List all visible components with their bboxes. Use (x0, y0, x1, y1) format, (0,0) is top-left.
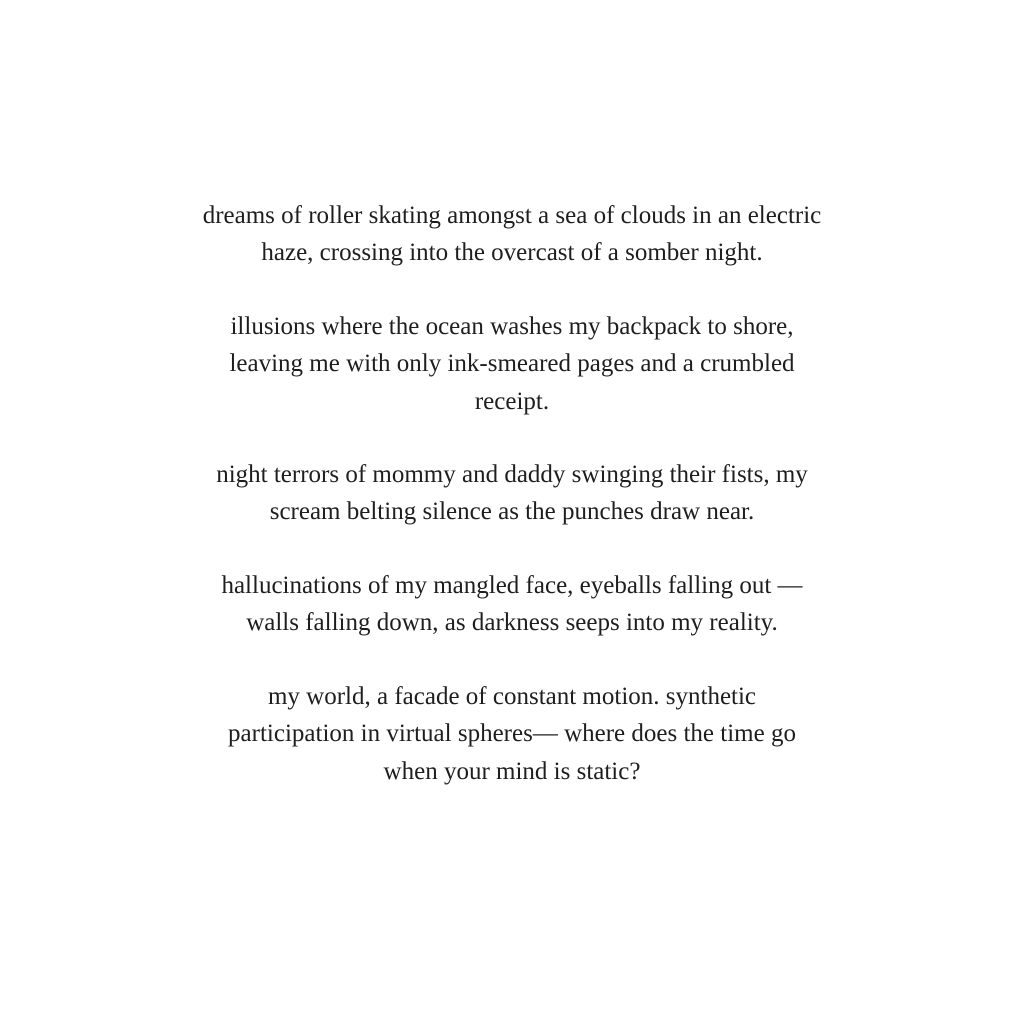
poem-line: dreams of roller skating amongst a sea of clouds in an electric (202, 202, 822, 229)
poem-line: illusions where the ocean washes my backpack to shore, (230, 313, 794, 340)
poem-line: night terrors of mommy and daddy swinging their fists, my (216, 461, 808, 488)
poem-line: walls falling down, as darkness seeps into my reality. (246, 609, 778, 636)
poem-line: leaving me with only ink-smeared pages and a crumbled (229, 350, 795, 377)
poem-line: participation in virtual spheres— where does the time go (228, 720, 796, 747)
poem-line: haze, crossing into the overcast of a somber night. (261, 239, 763, 266)
poem-line: hallucinations of my mangled face, eyeballs falling out — (221, 572, 803, 599)
poem-line: my world, a facade of constant motion. synthetic (267, 683, 757, 710)
poem-line: when your mind is static? (383, 758, 641, 785)
poem-line: scream belting silence as the punches draw near. (269, 498, 755, 525)
poem-line: receipt. (474, 388, 550, 415)
